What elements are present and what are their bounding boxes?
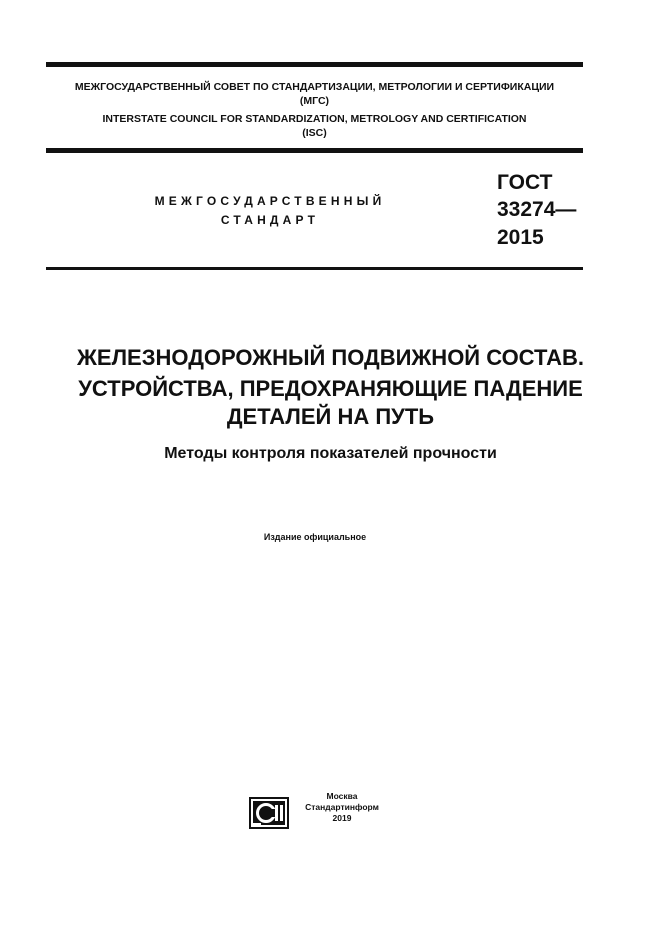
standard-bottom-rule: [46, 267, 583, 270]
title-line1: ЖЕЛЕЗНОДОРОЖНЫЙ ПОДВИЖНОЙ СОСТАВ.: [77, 345, 584, 370]
gost-number: 33274—: [497, 198, 577, 221]
title-line2: УСТРОЙСТВА, ПРЕДОХРАНЯЮЩИЕ ПАДЕНИЕ: [78, 376, 583, 401]
council-name-en: INTERSTATE COUNCIL FOR STANDARDIZATION, METROLOGY AND CERTIFICATION: [102, 113, 527, 125]
imprint-city: Москва: [326, 791, 358, 801]
gost-year: 2015: [497, 226, 544, 249]
council-abbr-en: (ISC): [302, 127, 327, 139]
top-rule: [46, 62, 583, 67]
standard-type-line2: СТАНДАРТ: [220, 213, 320, 227]
gost-label: ГОСТ: [497, 171, 553, 194]
subtitle: Методы контроля показателей прочности: [164, 445, 497, 462]
standartinform-logo-icon: [249, 797, 289, 829]
edition-label: Издание официальное: [263, 532, 367, 542]
header-bottom-rule: [46, 148, 583, 153]
title-line3: ДЕТАЛЕЙ НА ПУТЬ: [226, 404, 435, 429]
standard-type-line1: МЕЖГОСУДАРСТВЕННЫЙ: [154, 194, 386, 208]
council-name-ru: МЕЖГОСУДАРСТВЕННЫЙ СОВЕТ ПО СТАНДАРТИЗАЦИИ, МЕТРОЛОГИИ И СЕРТИФИКАЦИИ: [74, 81, 555, 93]
imprint-publisher: Стандартинформ: [305, 802, 379, 812]
imprint-year: 2019: [332, 813, 352, 823]
imprint: [297, 791, 387, 824]
council-abbr-ru: (МГС): [299, 95, 330, 107]
